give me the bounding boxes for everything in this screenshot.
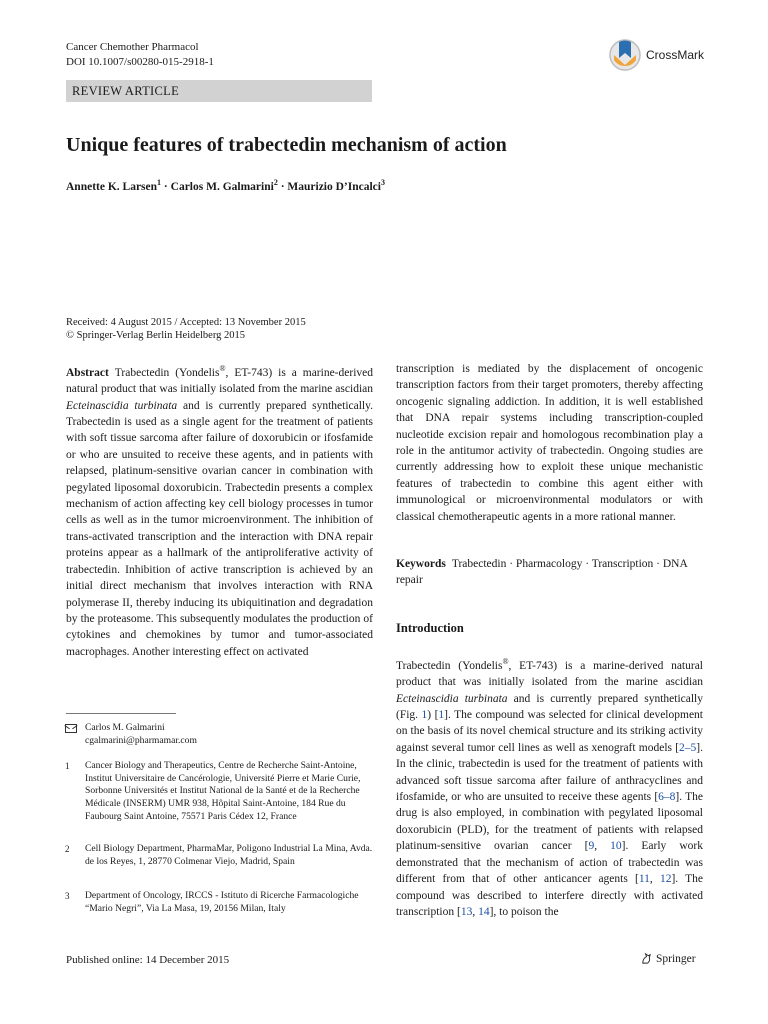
author-list (66, 178, 385, 193)
author-separator: · (161, 180, 171, 193)
intro-text: ]. Early work demonstrated that the mechanism of action of trabectedin was different from that of other anticancer agents [ (396, 840, 703, 886)
registered-mark: ® (219, 364, 226, 373)
springer-horse-icon (640, 952, 653, 965)
intro-text: , (472, 905, 479, 918)
intro-text: , (594, 840, 611, 853)
author-separator: · (277, 180, 288, 193)
author-name[interactable]: Maurizio D’Incalci (287, 180, 381, 193)
published-date: Published online: 14 December 2015 (66, 954, 230, 966)
citation-link[interactable]: 14 (478, 905, 490, 918)
journal-header (66, 40, 214, 70)
intro-text: Trabectedin (Yondelis (396, 659, 503, 672)
intro-text: , (649, 873, 660, 886)
crossmark-icon (608, 38, 642, 72)
affiliation-number: 1 (65, 761, 70, 771)
keywords-text: Trabectedin · Pharmacology · Transcription · DNA repair (396, 558, 688, 587)
crossmark-label: CrossMark (646, 48, 705, 62)
copyright: © Springer-Verlag Berlin Heidelberg 2015 (66, 330, 246, 341)
intro-text: ) [ (427, 709, 439, 722)
correspondence (85, 722, 375, 747)
citation-link[interactable]: 2–5 (679, 741, 697, 754)
author-affiliation-mark: 3 (380, 178, 385, 187)
footnote-divider (66, 713, 176, 714)
affiliation-2 (65, 843, 375, 868)
intro-text: ]. The compound was selected for clinical development on the basis of its novel chemical structure and its striking activity against several tumor cell lines as well as xenograft models [ (396, 709, 703, 754)
citation-link[interactable]: 10 (610, 840, 622, 853)
correspondence-name: Carlos M. Galmarini (85, 722, 165, 733)
abstract-text: Trabectedin (Yondelis (114, 366, 220, 379)
publisher-name: Springer (656, 952, 696, 965)
article-dates (66, 316, 306, 342)
affiliation-text: Department of Oncology, IRCCS - Istituto di Ricerche Farmacologiche “Mario Negri”, Via La Masa, 19, 20156 Milan, Italy (85, 890, 359, 914)
introduction-body (396, 654, 703, 920)
citation-link[interactable]: 11 (638, 873, 650, 886)
intro-text: ]. The compound was described to interfere directly with activated transcription [ (396, 873, 703, 918)
intro-text: ], to poison the (489, 905, 559, 918)
publisher-logo (640, 952, 696, 965)
citation-link[interactable]: 6–8 (658, 791, 676, 804)
affiliation-number: 2 (65, 844, 70, 854)
affiliation-text: Cell Biology Department, PharmaMar, Poligono Industrial La Mina, Avda. de los Reyes, 1, 28770 Colmenar Viejo, Madrid, Spain (85, 843, 373, 867)
author-name[interactable]: Annette K. Larsen (66, 180, 158, 193)
figure-link[interactable]: 1 (421, 709, 428, 722)
envelope-icon (65, 724, 77, 733)
affiliation-number: 3 (65, 891, 70, 901)
abstract (66, 361, 373, 660)
intro-text: ]. In the clinic, trabectedin is used for the treatment of patients with advanced soft tissue sarcoma after failure of anthracyclines and ifosfamide, or who are unsuited to receive these agents [ (396, 741, 703, 804)
affiliation-1 (65, 760, 375, 824)
correspondence-email[interactable]: cgalmarini@pharmamar.com (85, 734, 197, 746)
keywords (396, 556, 703, 589)
intro-text: and is currently prepared synthetically (Fig. (396, 692, 703, 722)
author-name[interactable]: Carlos M. Galmarini (170, 180, 274, 193)
abstract-label: Abstract (66, 366, 109, 379)
citation-link[interactable]: 13 (460, 905, 473, 918)
author-affiliation-mark: 2 (273, 178, 278, 187)
species-name: Ecteinascidia turbinata (396, 692, 508, 705)
author-affiliation-mark: 1 (157, 178, 162, 187)
affiliation-3 (65, 890, 375, 915)
abstract-continued: transcription is mediated by the displacement of oncogenic transcription factors from their target promoters, thereby affecting oncogenic signaling addiction. In addition, it is well established that DNA repair systems including transcription-coupled nucleotide excision repair and homologous recombination play a role in the antitumor activity of trabectedin. Ongoing studies are currently addressing how to exploit these unique mechanistic features of trabectedin to combine this agent either with immunological or microenvironmental modulators or with classical chemotherapeutic agents in a more rational manner. (396, 363, 703, 523)
intro-text: ]. The drug is also employed, in combination with pegylated liposomal doxorubicin (PLD), for the treatment of patients with relapsed platinum-sensitive ovarian cancer [ (396, 791, 703, 853)
citation-link[interactable]: 9 (588, 840, 595, 853)
keywords-label: Keywords (396, 558, 446, 570)
doi[interactable]: DOI 10.1007/s00280-015-2918-1 (66, 56, 214, 68)
affiliation-text: Cancer Biology and Therapeutics, Centre de Recherche Saint-Antoine, Institut Universitaire de Cancérologie, Université Pierre et Marie Curie, Sorbonne Universités et Institut National de la Santé et de la Recherche Médicale (INSERM) UMR 938, Hôpital Saint-Antoine, 184 Rue du Faubourg Saint Antoine, 75571 Paris Cédex 12, France (85, 760, 361, 822)
crossmark-badge[interactable] (608, 38, 704, 72)
received-accepted: Received: 4 August 2015 / Accepted: 13 November 2015 (66, 317, 306, 328)
article-title: Unique features of trabectedin mechanism of action (66, 134, 507, 156)
species-name: Ecteinascidia turbinata (66, 399, 178, 412)
journal-name: Cancer Chemother Pharmacol (66, 41, 199, 53)
citation-link[interactable]: 12 (659, 873, 672, 886)
article-type-banner: REVIEW ARTICLE (66, 80, 372, 102)
abstract-text: and is currently prepared synthetically. Trabectedin is used as a single agent for the treatment of patients with soft tissue sarcoma after failure of doxorubicin or ifosfamide or who are unsuited to receive these agents, and in patients with relapsed, platinum-sensitive ovarian cancer in combination with pegylated liposomal doxorubicin. Trabectedin presents a complex mechanism of action affecting key cell biology processes in tumor cells as well as in the tumor microenvironment. The inhibition of trans-activated transcription and the interaction with DNA repair proteins appear as a hallmark of the antiproliferative activity of trabectedin. Inhibition of active transcription is achieved by an initial direct mechanism that involves interaction with RNA polymerase II, thereby inducing its ubiquitination and degradation by the proteasome. This subsequently modulates the production of cytokines and chemokines by tumor and tumor-associated macrophages. Another interesting effect on activated (66, 399, 373, 658)
intro-text: , ET-743) is a marine-derived natural product that was initially isolated from the marine ascidian (396, 659, 703, 689)
abstract-text: , ET-743) is a marine-derived natural product that was initially isolated from the marine ascidian (66, 366, 373, 396)
citation-link[interactable]: 1 (438, 709, 445, 722)
registered-mark: ® (502, 657, 509, 666)
introduction-heading: Introduction (396, 621, 464, 635)
